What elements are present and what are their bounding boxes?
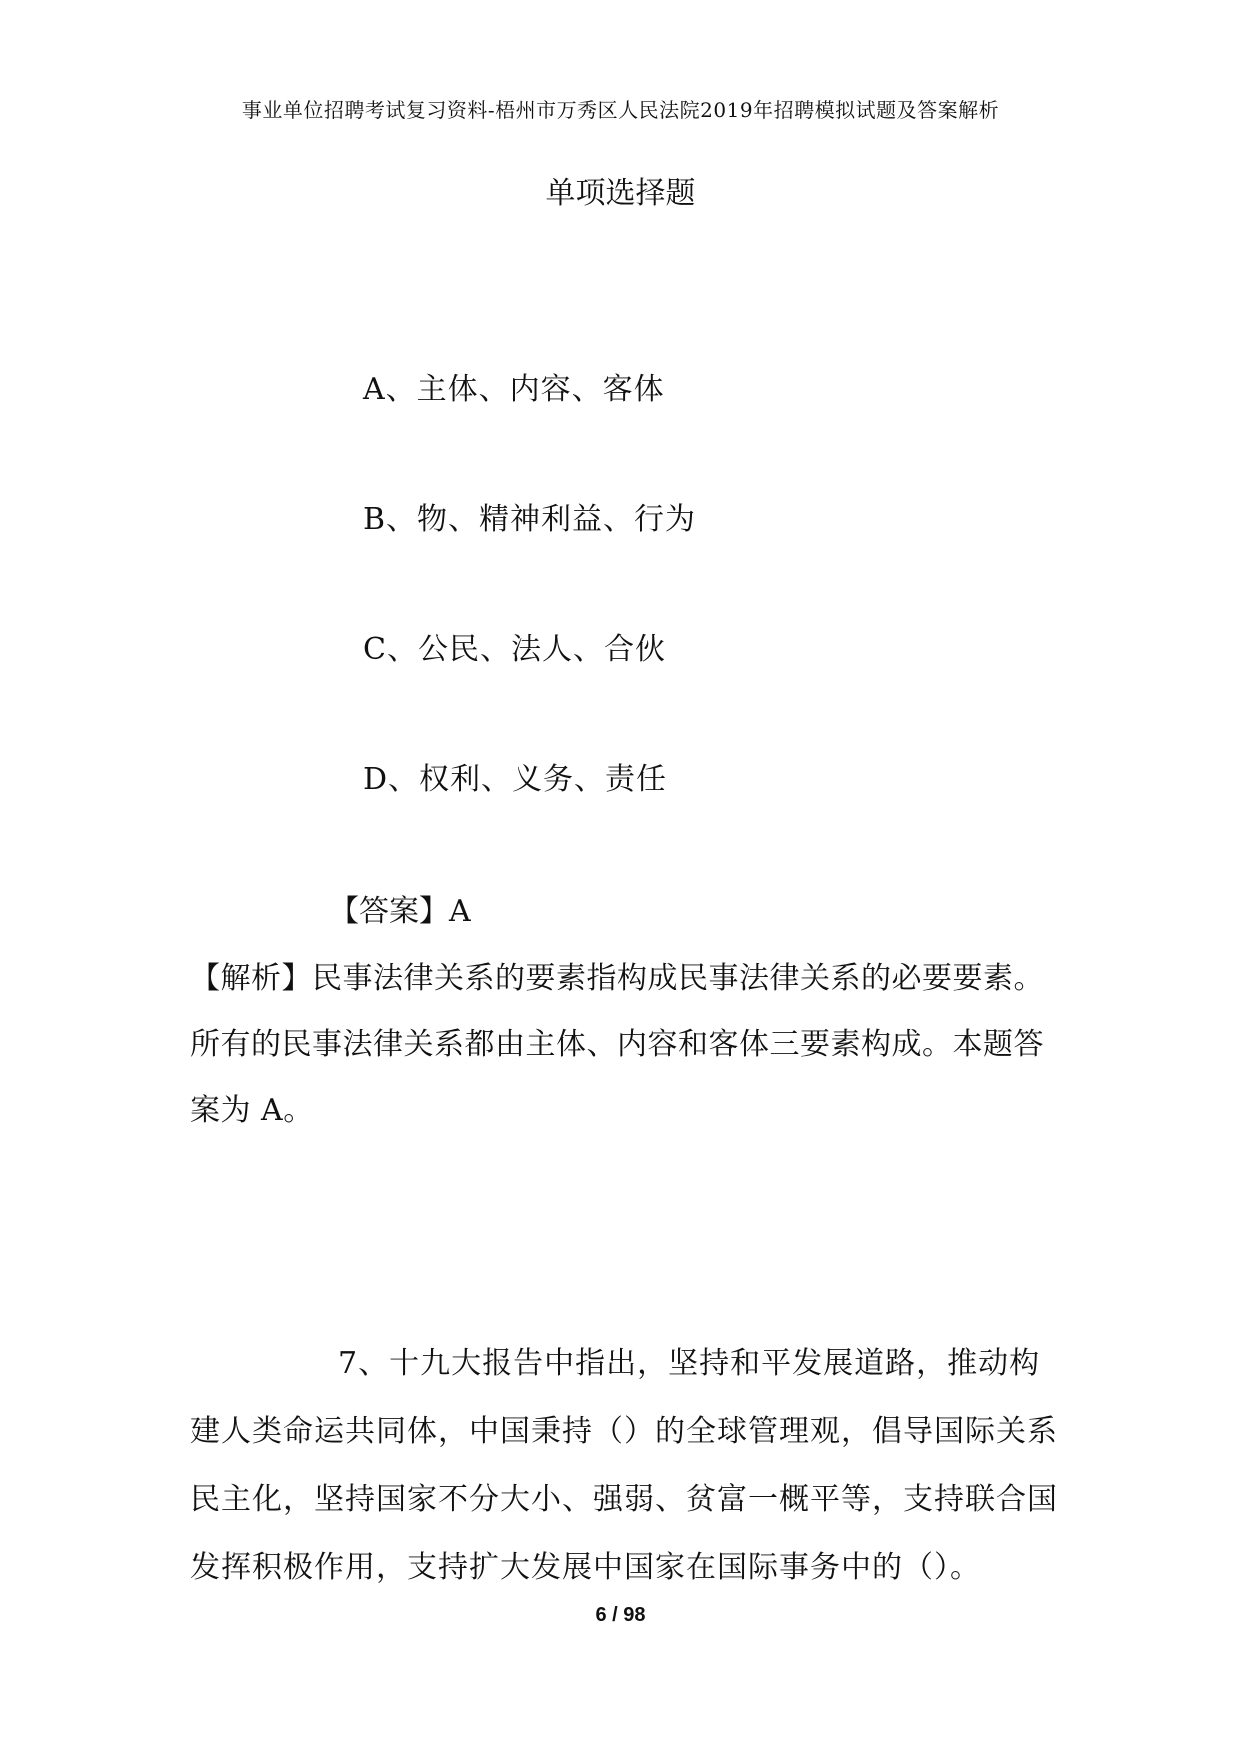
analysis	[190, 946, 1060, 1144]
question-7	[190, 1330, 1060, 1602]
option-d: D、权利、义务、责任	[363, 762, 668, 797]
option-a: A、主体、内容、客体	[363, 372, 665, 407]
analysis-line: 所有的民事法律关系都由主体、内容和客体三要素构成。本题答	[190, 1027, 1044, 1062]
option-c: C、公民、法人、合伙	[363, 632, 666, 667]
question-line: 发挥积极作用，支持扩大发展中国家在国际事务中的（）。	[190, 1550, 981, 1585]
question-line: 7、十九大报告中指出，坚持和平发展道路，推动构	[338, 1346, 1041, 1381]
question-line: 建人类命运共同体，中国秉持（）的全球管理观，倡导国际关系	[190, 1414, 1058, 1449]
question-line: 民主化，坚持国家不分大小、强弱、贫富一概平等，支持联合国	[190, 1482, 1058, 1517]
answer: 【答案】A	[329, 894, 471, 929]
section-title: 单项选择题	[545, 176, 696, 211]
analysis-line: 案为 A。	[190, 1093, 314, 1128]
page-number: 6 / 98	[595, 1604, 646, 1626]
option-b: B、物、精神利益、行为	[363, 502, 697, 537]
page-header: 事业单位招聘考试复习资料-梧州市万秀区人民法院2019年招聘模拟试题及答案解析	[241, 98, 1000, 122]
analysis-line: 【解析】民事法律关系的要素指构成民事法律关系的必要要素。	[190, 961, 1044, 996]
